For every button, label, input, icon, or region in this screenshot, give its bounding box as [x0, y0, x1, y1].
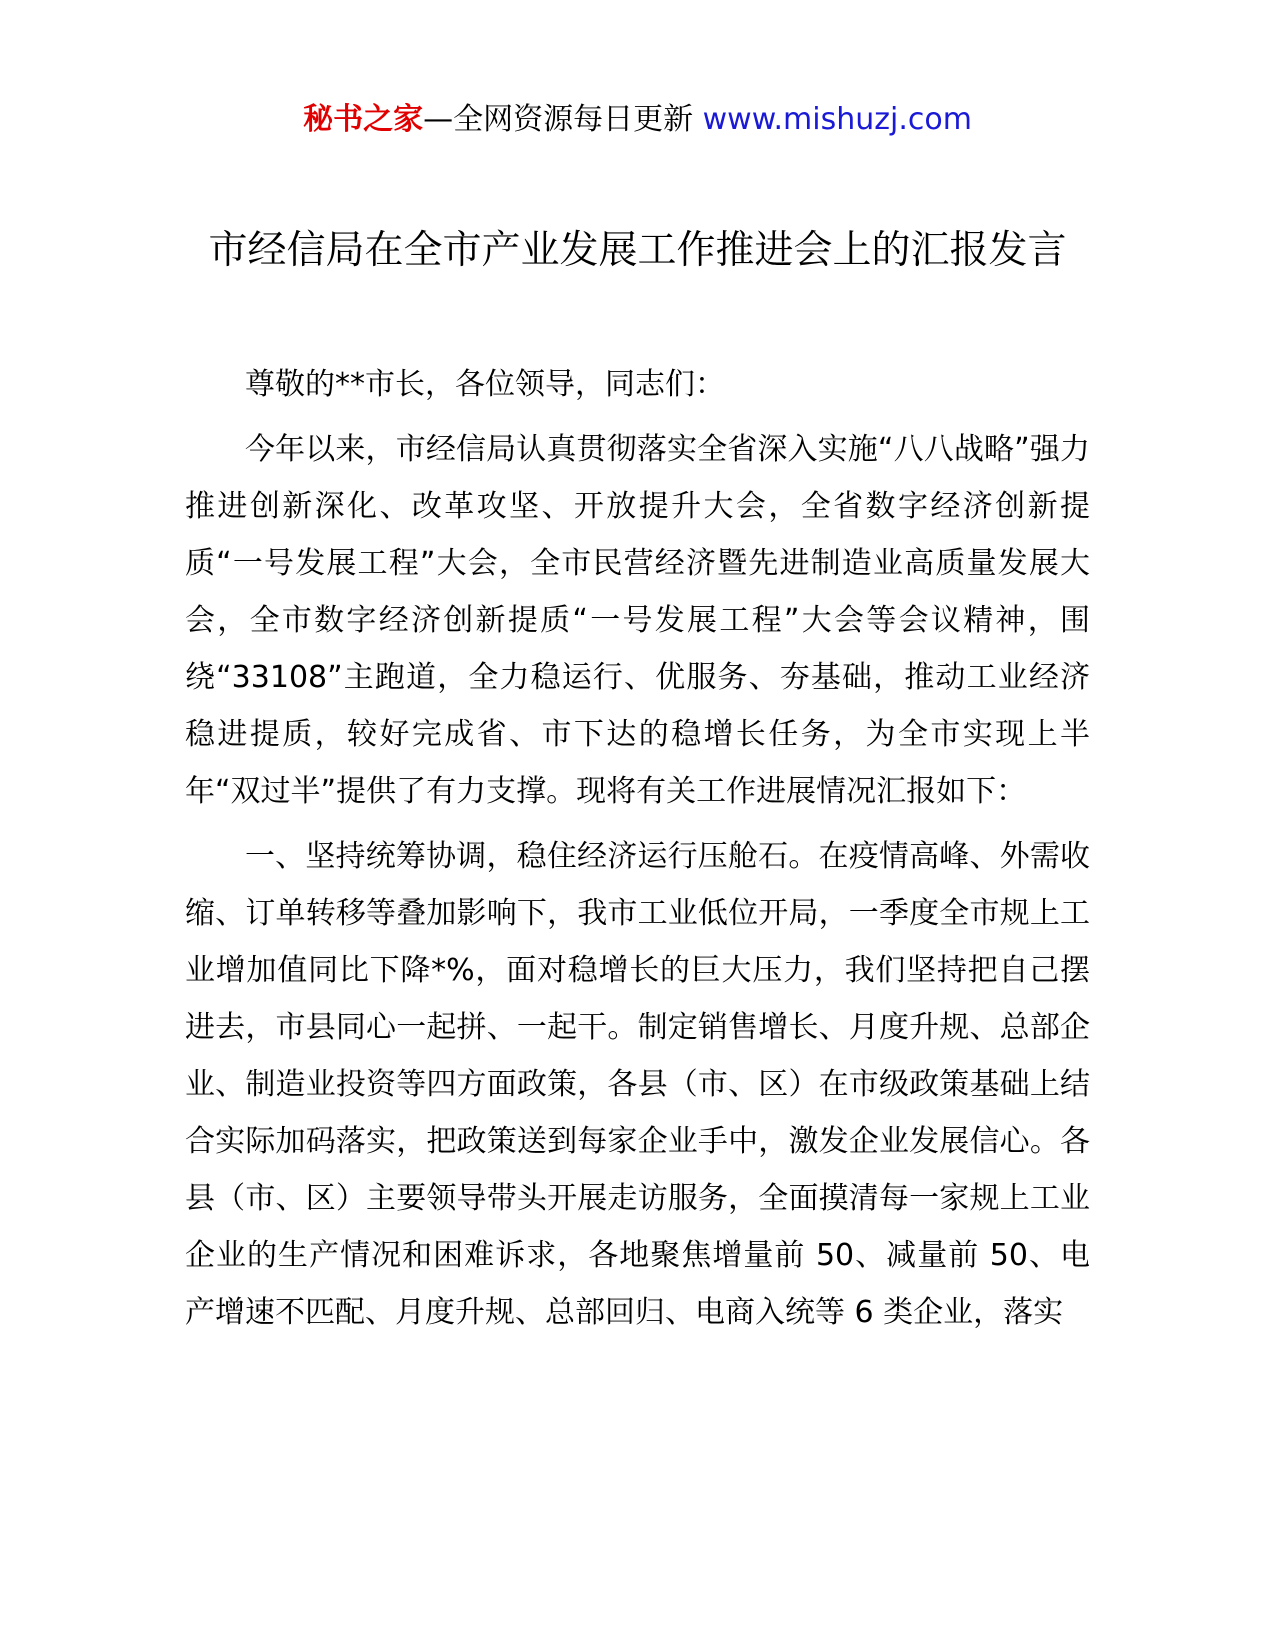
paragraph-intro: 今年以来，市经信局认真贯彻落实全省深入实施“八八战略”强力推进创新深化、改革攻坚、开放提升大会，全省数字经济创新提质“一号发展工程”大会，全市民营经济暨先进制造业高质量发展大会，全市数字经济创新提质“一号发展工程”大会等会议精神，围绕“33108”主跑道，全力稳运行、优服务、夯基础，推动工业经济稳进提质，较好完成省、市下达的稳增长任务，为全市实现上半年“双过半”提供了有力支撑。现将有关工作进展情况汇报如下：: [185, 432, 1090, 809]
document-body: [185, 356, 1090, 1349]
banner-tagline: —全网资源每日更新: [423, 102, 694, 137]
site-banner: [0, 98, 1275, 142]
site-url-link[interactable]: www.mishuzj.com: [702, 102, 972, 137]
paragraph-section-1: 一、坚持统筹协调，稳住经济运行压舱石。在疫情高峰、外需收缩、订单转移等叠加影响下，我市工业低位开局，一季度全市规上工业增加值同比下降*%，面对稳增长的巨大压力，我们坚持把自己摆进去，市县同心一起拼、一起干。制定销售增长、月度升规、总部企业、制造业投资等四方面政策，各县（市、区）在市级政策基础上结合实际加码落实，把政策送到每家企业手中，激发企业发展信心。各县（市、区）主要领导带头开展走访服务，全面摸清每一家规上工业企业的生产情况和困难诉求，各地聚焦增量前 50、减量前 50、电产增速不匹配、月度升规、总部回归、电商入统等 6 类企业，落实: [185, 839, 1090, 1330]
salutation: 尊敬的**市长，各位领导，同志们：: [245, 367, 725, 402]
brand-name: 秘书之家: [303, 102, 424, 137]
document-title: 市经信局在全市产业发展工作推进会上的汇报发言: [208, 228, 1067, 273]
